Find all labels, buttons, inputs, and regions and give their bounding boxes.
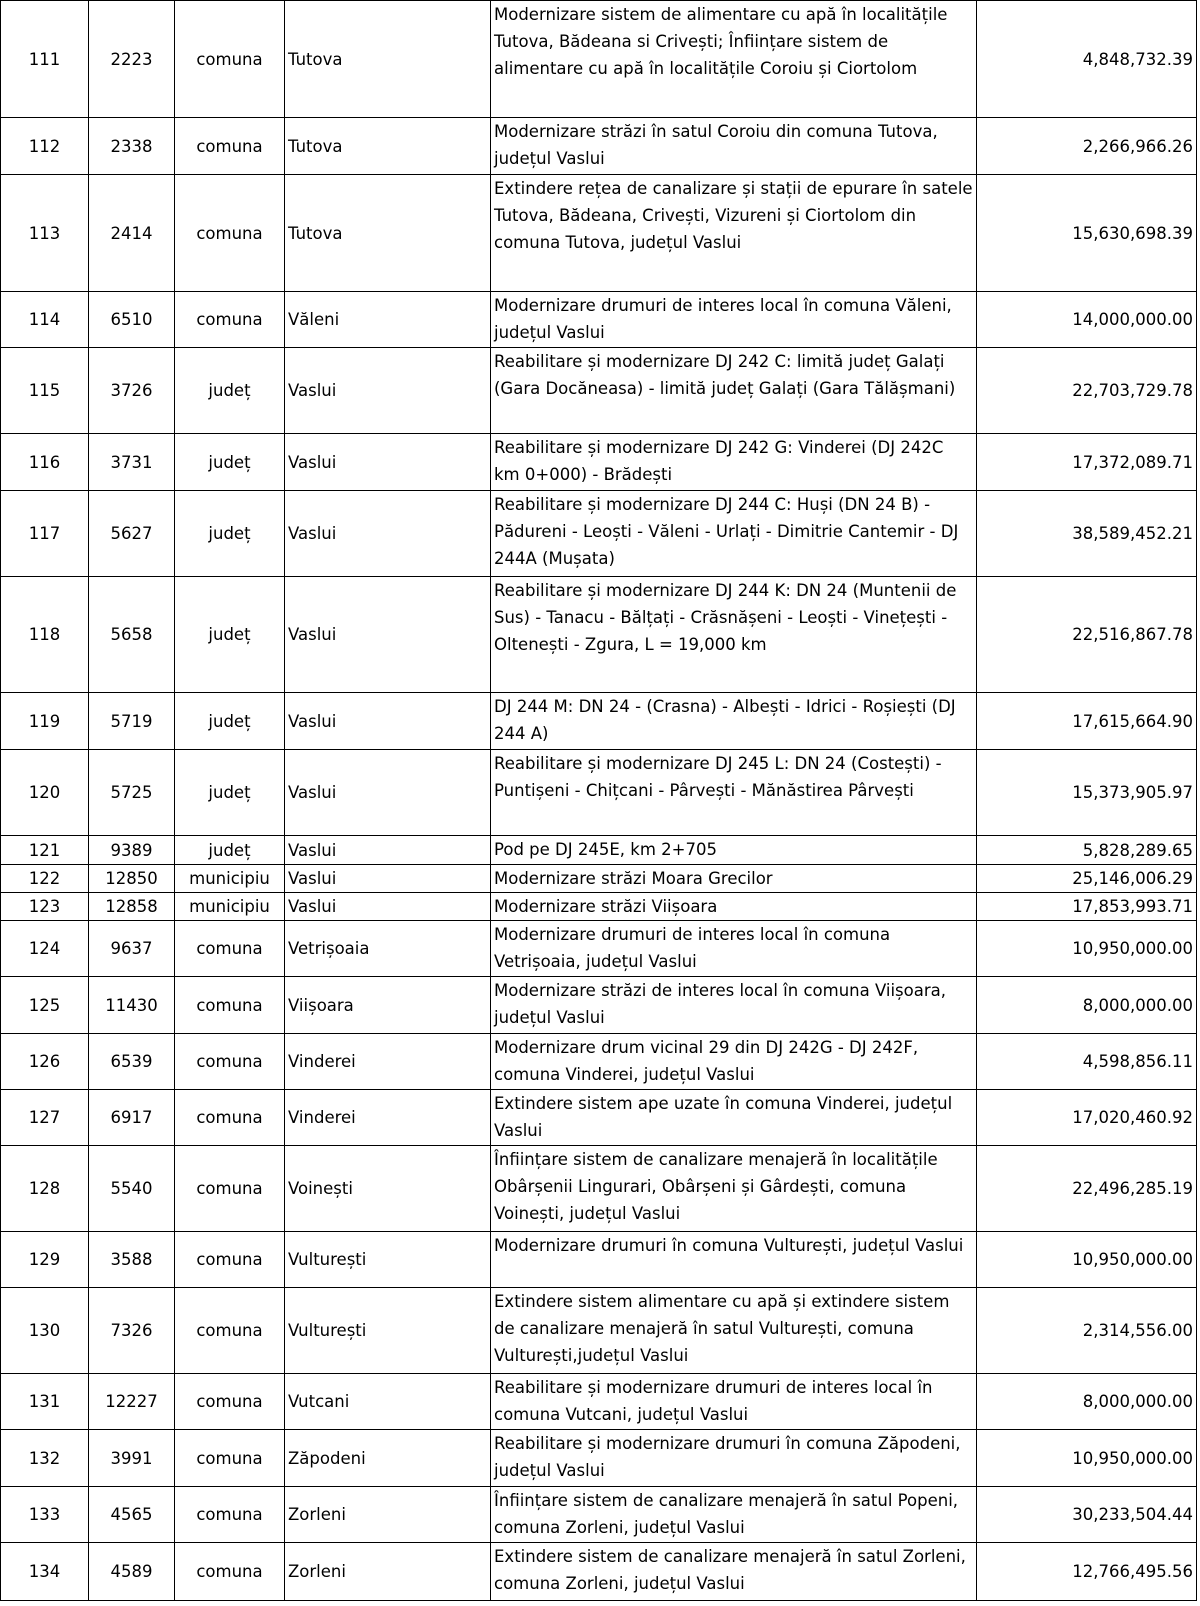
project-name-cell: Modernizare drum vicinal 29 din DJ 242G - DJ 242F, comuna Vinderei, județul Vaslui	[491, 1034, 977, 1090]
table-row	[1, 1543, 1197, 1601]
project-name-cell: Înființare sistem de canalizare menajeră în satul Popeni, comuna Zorleni, județul Vaslui	[491, 1487, 977, 1543]
value-cell: 22,496,285.19	[977, 1146, 1197, 1232]
table-row	[1, 491, 1197, 577]
locality-cell: Vulturești	[285, 1232, 491, 1288]
project-code-cell: 9389	[89, 836, 175, 865]
project-code-cell: 5540	[89, 1146, 175, 1232]
locality-cell: Vaslui	[285, 491, 491, 577]
unit-type-cell: comuna	[175, 1, 285, 118]
project-code-cell: 5719	[89, 693, 175, 750]
project-name-cell: Modernizare sistem de alimentare cu apă în localitățile Tutova, Bădeana si Crivești; Înființare sistem de alimentare cu apă în localitățile Coroiu și Ciortolom	[491, 1, 977, 118]
value-cell: 30,233,504.44	[977, 1487, 1197, 1543]
unit-type-cell: comuna	[175, 292, 285, 348]
locality-cell: Vutcani	[285, 1374, 491, 1430]
unit-type-cell: municipiu	[175, 865, 285, 893]
unit-type-cell: comuna	[175, 1430, 285, 1487]
row-number-cell: 128	[1, 1146, 89, 1232]
locality-cell: Tutova	[285, 118, 491, 175]
unit-type-cell: comuna	[175, 921, 285, 977]
project-code-cell: 3726	[89, 348, 175, 434]
value-cell: 12,766,495.56	[977, 1543, 1197, 1601]
table-row	[1, 1487, 1197, 1543]
project-code-cell: 4565	[89, 1487, 175, 1543]
value-cell: 10,950,000.00	[977, 1232, 1197, 1288]
project-name-cell: Modernizare drumuri de interes local în comuna Vetrișoaia, județul Vaslui	[491, 921, 977, 977]
project-code-cell: 5725	[89, 750, 175, 836]
project-code-cell: 3731	[89, 434, 175, 491]
locality-cell: Vaslui	[285, 577, 491, 693]
locality-cell: Tutova	[285, 1, 491, 118]
row-number-cell: 122	[1, 865, 89, 893]
unit-type-cell: județ	[175, 750, 285, 836]
value-cell: 2,266,966.26	[977, 118, 1197, 175]
project-code-cell: 6917	[89, 1090, 175, 1146]
value-cell: 15,630,698.39	[977, 175, 1197, 292]
locality-cell: Vaslui	[285, 750, 491, 836]
unit-type-cell: județ	[175, 434, 285, 491]
unit-type-cell: județ	[175, 836, 285, 865]
value-cell: 5,828,289.65	[977, 836, 1197, 865]
project-code-cell: 2223	[89, 1, 175, 118]
project-code-cell: 5658	[89, 577, 175, 693]
project-code-cell: 6539	[89, 1034, 175, 1090]
table-body	[1, 1, 1197, 1601]
row-number-cell: 127	[1, 1090, 89, 1146]
project-code-cell: 9637	[89, 921, 175, 977]
project-name-cell: Extindere sistem alimentare cu apă și extindere sistem de canalizare menajeră în satul Vulturești, comuna Vulturești,județul Vaslui	[491, 1288, 977, 1374]
locality-cell: Zorleni	[285, 1487, 491, 1543]
table-row	[1, 118, 1197, 175]
locality-cell: Vetrișoaia	[285, 921, 491, 977]
row-number-cell: 115	[1, 348, 89, 434]
project-name-cell: Reabilitare și modernizare DJ 245 L: DN 24 (Costești) - Puntișeni - Chițcani - Pârvești - Mănăstirea Pârvești	[491, 750, 977, 836]
project-code-cell: 2338	[89, 118, 175, 175]
project-code-cell: 11430	[89, 977, 175, 1034]
value-cell: 25,146,006.29	[977, 865, 1197, 893]
project-name-cell: Reabilitare și modernizare drumuri de interes local în comuna Vutcani, județul Vaslui	[491, 1374, 977, 1430]
table-row	[1, 1146, 1197, 1232]
unit-type-cell: județ	[175, 577, 285, 693]
project-name-cell: Reabilitare și modernizare DJ 242 C: limită județ Galați (Gara Docăneasa) - limită județ Galați (Gara Tălășmani)	[491, 348, 977, 434]
unit-type-cell: comuna	[175, 1232, 285, 1288]
table-row	[1, 836, 1197, 865]
table-row	[1, 1374, 1197, 1430]
value-cell: 15,373,905.97	[977, 750, 1197, 836]
table-row	[1, 921, 1197, 977]
locality-cell: Vaslui	[285, 836, 491, 865]
table-row	[1, 1430, 1197, 1487]
row-number-cell: 130	[1, 1288, 89, 1374]
locality-cell: Vaslui	[285, 865, 491, 893]
locality-cell: Viișoara	[285, 977, 491, 1034]
locality-cell: Voinești	[285, 1146, 491, 1232]
project-name-cell: Extindere sistem de canalizare menajeră în satul Zorleni, comuna Zorleni, județul Vaslui	[491, 1543, 977, 1601]
unit-type-cell: comuna	[175, 1288, 285, 1374]
unit-type-cell: comuna	[175, 118, 285, 175]
unit-type-cell: comuna	[175, 1374, 285, 1430]
row-number-cell: 123	[1, 893, 89, 921]
row-number-cell: 113	[1, 175, 89, 292]
project-code-cell: 3588	[89, 1232, 175, 1288]
unit-type-cell: județ	[175, 491, 285, 577]
row-number-cell: 119	[1, 693, 89, 750]
row-number-cell: 126	[1, 1034, 89, 1090]
value-cell: 4,848,732.39	[977, 1, 1197, 118]
project-code-cell: 12858	[89, 893, 175, 921]
locality-cell: Tutova	[285, 175, 491, 292]
row-number-cell: 111	[1, 1, 89, 118]
project-code-cell: 3991	[89, 1430, 175, 1487]
project-name-cell: Extindere rețea de canalizare și stații de epurare în satele Tutova, Bădeana, Crivești, Vizureni și Ciortolom din comuna Tutova, județul Vaslui	[491, 175, 977, 292]
locality-cell: Vaslui	[285, 348, 491, 434]
row-number-cell: 133	[1, 1487, 89, 1543]
value-cell: 17,020,460.92	[977, 1090, 1197, 1146]
value-cell: 38,589,452.21	[977, 491, 1197, 577]
value-cell: 17,372,089.71	[977, 434, 1197, 491]
value-cell: 8,000,000.00	[977, 977, 1197, 1034]
unit-type-cell: comuna	[175, 1090, 285, 1146]
table-row	[1, 893, 1197, 921]
table-row	[1, 292, 1197, 348]
value-cell: 10,950,000.00	[977, 1430, 1197, 1487]
unit-type-cell: comuna	[175, 1034, 285, 1090]
table-row	[1, 434, 1197, 491]
row-number-cell: 129	[1, 1232, 89, 1288]
row-number-cell: 120	[1, 750, 89, 836]
row-number-cell: 112	[1, 118, 89, 175]
unit-type-cell: județ	[175, 693, 285, 750]
project-code-cell: 6510	[89, 292, 175, 348]
row-number-cell: 114	[1, 292, 89, 348]
row-number-cell: 116	[1, 434, 89, 491]
table-row	[1, 175, 1197, 292]
value-cell: 2,314,556.00	[977, 1288, 1197, 1374]
project-name-cell: Înființare sistem de canalizare menajeră în localitățile Obârșenii Lingurari, Obârșeni și Gârdești, comuna Voinești, județul Vaslui	[491, 1146, 977, 1232]
row-number-cell: 124	[1, 921, 89, 977]
project-code-cell: 12850	[89, 865, 175, 893]
locality-cell: Vaslui	[285, 893, 491, 921]
table-row	[1, 1, 1197, 118]
row-number-cell: 132	[1, 1430, 89, 1487]
project-name-cell: Modernizare drumuri în comuna Vulturești, județul Vaslui	[491, 1232, 977, 1288]
locality-cell: Zorleni	[285, 1543, 491, 1601]
locality-cell: Vulturești	[285, 1288, 491, 1374]
project-name-cell: Extindere sistem ape uzate în comuna Vinderei, județul Vaslui	[491, 1090, 977, 1146]
table-row	[1, 865, 1197, 893]
project-name-cell: Reabilitare și modernizare drumuri în comuna Zăpodeni, județul Vaslui	[491, 1430, 977, 1487]
project-code-cell: 4589	[89, 1543, 175, 1601]
project-code-cell: 12227	[89, 1374, 175, 1430]
project-name-cell: Modernizare străzi de interes local în comuna Viișoara, județul Vaslui	[491, 977, 977, 1034]
row-number-cell: 125	[1, 977, 89, 1034]
project-code-cell: 5627	[89, 491, 175, 577]
locality-cell: Vaslui	[285, 434, 491, 491]
unit-type-cell: județ	[175, 348, 285, 434]
project-name-cell: Pod pe DJ 245E, km 2+705	[491, 836, 977, 865]
unit-type-cell: comuna	[175, 1146, 285, 1232]
project-name-cell: DJ 244 M: DN 24 - (Crasna) - Albești - Idrici - Roșiești (DJ 244 A)	[491, 693, 977, 750]
project-code-cell: 7326	[89, 1288, 175, 1374]
project-code-cell: 2414	[89, 175, 175, 292]
project-name-cell: Modernizare străzi în satul Coroiu din comuna Tutova, județul Vaslui	[491, 118, 977, 175]
project-name-cell: Reabilitare și modernizare DJ 244 C: Huși (DN 24 B) - Pădureni - Leoști - Văleni - Urlați - Dimitrie Cantemir - DJ 244A (Mușata)	[491, 491, 977, 577]
value-cell: 17,615,664.90	[977, 693, 1197, 750]
value-cell: 8,000,000.00	[977, 1374, 1197, 1430]
table-row	[1, 750, 1197, 836]
table-row	[1, 1090, 1197, 1146]
unit-type-cell: municipiu	[175, 893, 285, 921]
table-row	[1, 977, 1197, 1034]
value-cell: 4,598,856.11	[977, 1034, 1197, 1090]
row-number-cell: 118	[1, 577, 89, 693]
row-number-cell: 134	[1, 1543, 89, 1601]
row-number-cell: 131	[1, 1374, 89, 1430]
locality-cell: Vinderei	[285, 1090, 491, 1146]
locality-cell: Zăpodeni	[285, 1430, 491, 1487]
value-cell: 14,000,000.00	[977, 292, 1197, 348]
locality-cell: Vinderei	[285, 1034, 491, 1090]
locality-cell: Văleni	[285, 292, 491, 348]
value-cell: 17,853,993.71	[977, 893, 1197, 921]
unit-type-cell: comuna	[175, 175, 285, 292]
unit-type-cell: comuna	[175, 1487, 285, 1543]
value-cell: 10,950,000.00	[977, 921, 1197, 977]
row-number-cell: 117	[1, 491, 89, 577]
table-row	[1, 348, 1197, 434]
value-cell: 22,516,867.78	[977, 577, 1197, 693]
project-name-cell: Modernizare străzi Viișoara	[491, 893, 977, 921]
table-row	[1, 693, 1197, 750]
table-row	[1, 1034, 1197, 1090]
project-name-cell: Reabilitare și modernizare DJ 242 G: Vinderei (DJ 242C km 0+000) - Brădești	[491, 434, 977, 491]
project-name-cell: Modernizare străzi Moara Grecilor	[491, 865, 977, 893]
table-row	[1, 577, 1197, 693]
unit-type-cell: comuna	[175, 1543, 285, 1601]
unit-type-cell: comuna	[175, 977, 285, 1034]
value-cell: 22,703,729.78	[977, 348, 1197, 434]
table-row	[1, 1288, 1197, 1374]
table-row	[1, 1232, 1197, 1288]
project-name-cell: Modernizare drumuri de interes local în comuna Văleni, județul Vaslui	[491, 292, 977, 348]
row-number-cell: 121	[1, 836, 89, 865]
locality-cell: Vaslui	[285, 693, 491, 750]
project-name-cell: Reabilitare și modernizare DJ 244 K: DN 24 (Muntenii de Sus) - Tanacu - Bălțați - Crăsnășeni - Leoști - Vinețești - Oltenești - Zgura, L = 19,000 km	[491, 577, 977, 693]
